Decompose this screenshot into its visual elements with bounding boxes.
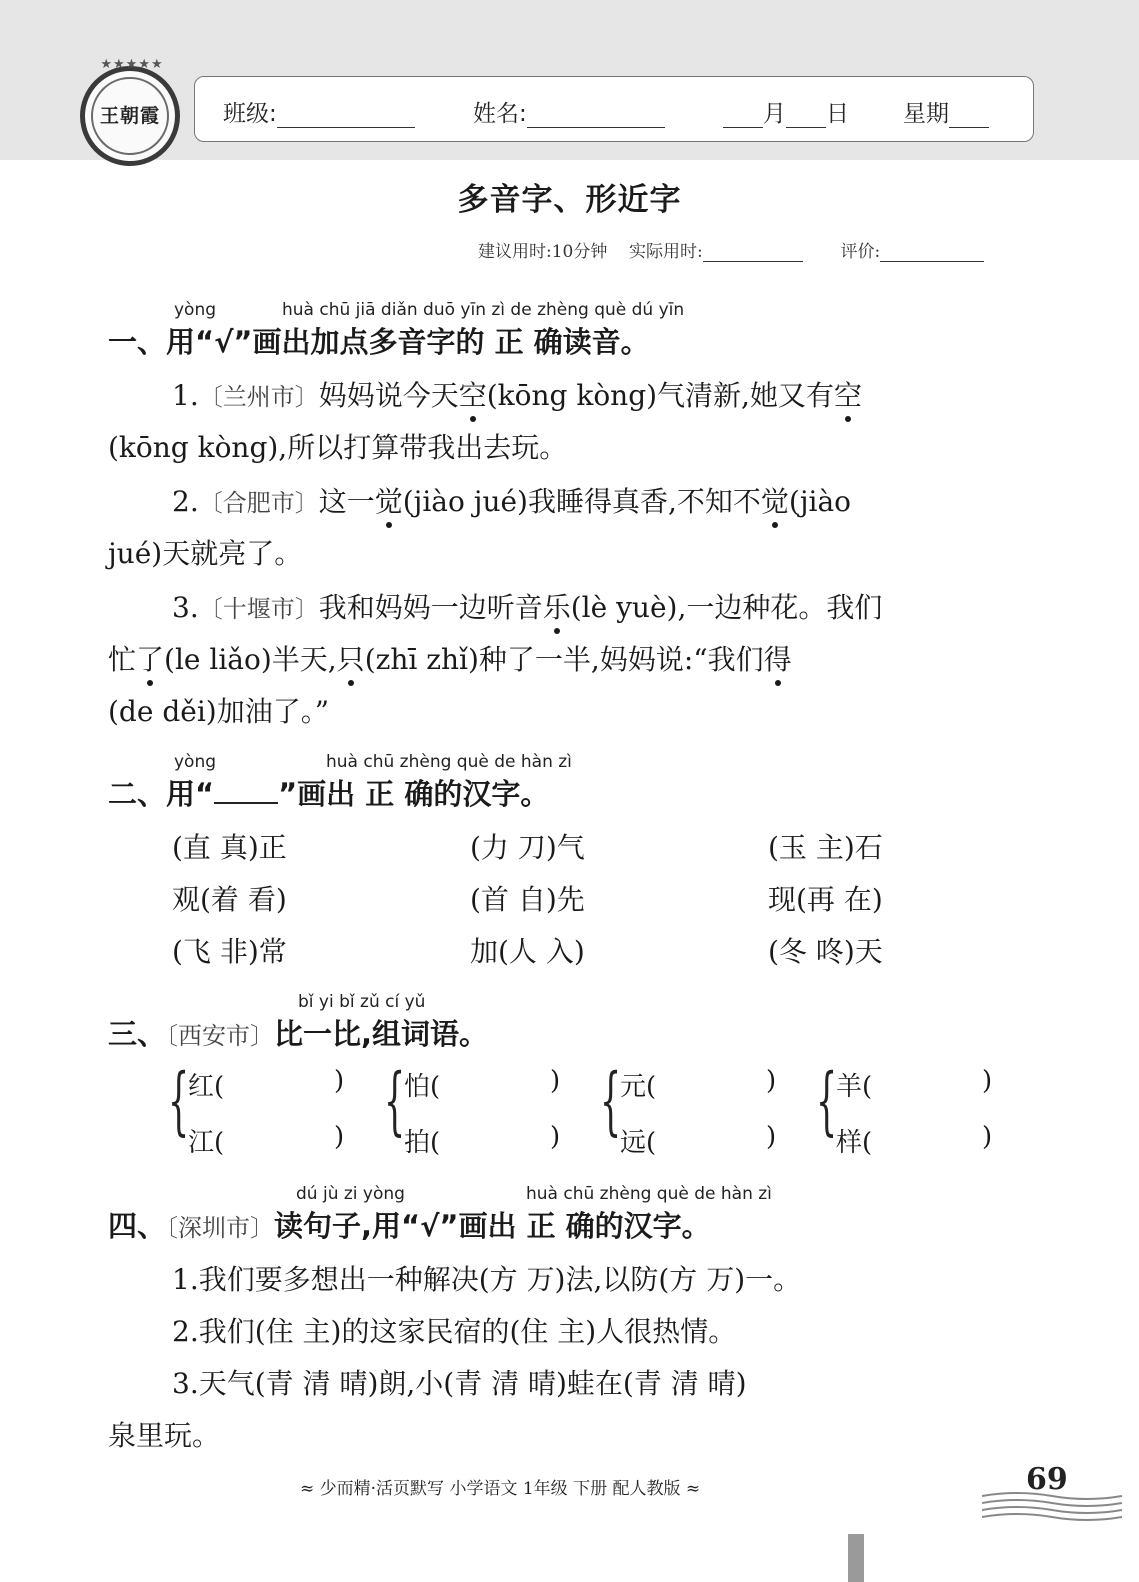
section1-pinyin-b: huà chū jiā diǎn duō yīn zì de zhèng què dú yīn: [282, 300, 685, 320]
s3-answer-blank[interactable]: [664, 1066, 760, 1102]
s1-q1-text: 妈妈说今天: [318, 379, 459, 412]
s4-q2[interactable]: 2.我们(住 主)的这家民宿的(住 主)人很热情。: [172, 1315, 737, 1348]
s2-item[interactable]: 现(再 在): [768, 883, 883, 916]
section3-pinyin: bǐ yi bǐ zǔ cí yǔ: [298, 992, 426, 1012]
s3-word: 样(: [836, 1128, 873, 1158]
wave-lines-icon: [982, 1490, 1122, 1524]
s3-word: 元(: [620, 1072, 657, 1102]
s2-item[interactable]: (冬 咚)天: [768, 935, 883, 968]
page-title: 多音字、形近字: [457, 182, 682, 218]
footer-text: ≈ 少而精·活页默写 小学语文 1年级 下册 配人教版 ≈: [300, 1479, 701, 1499]
s1-q3-options-2[interactable]: (le liǎo)半天,: [164, 643, 337, 676]
s1-q3-dotted-char-3: 只: [337, 638, 365, 678]
s3-word-close: ): [550, 1122, 561, 1152]
section1-pinyin-a: yòng: [174, 300, 217, 320]
evaluation-label: 评价:: [840, 242, 881, 262]
evaluation-blank[interactable]: [880, 243, 984, 262]
logo-stars-icon: ★★★★★: [100, 57, 164, 72]
day-label: 日: [826, 101, 849, 127]
section1-number: 一、: [108, 325, 167, 359]
day-blank[interactable]: [786, 101, 826, 128]
class-blank[interactable]: [277, 101, 415, 128]
section2-title-a: 用“: [166, 777, 215, 811]
s1-q2-options-1[interactable]: (jiào jué)我睡得真香,不知不: [402, 485, 761, 518]
s2-item[interactable]: 观(着 看): [172, 883, 287, 916]
s1-q2-line1: [172, 480, 851, 520]
s1-q3-options-3[interactable]: (zhī zhǐ)种了一半,妈妈说:“我们: [364, 643, 764, 676]
s2-item[interactable]: (飞 非)常: [172, 935, 287, 968]
s3-word-close: ): [766, 1122, 777, 1152]
s3-word-close: ): [982, 1122, 993, 1152]
name-label: 姓名:: [473, 101, 527, 127]
s2-item[interactable]: (玉 主)石: [768, 831, 883, 864]
class-field[interactable]: [223, 95, 415, 128]
section3-region: 〔西安市〕: [166, 1022, 275, 1050]
s2-item[interactable]: 加(人 入): [470, 935, 585, 968]
s2-item[interactable]: (首 自)先: [470, 883, 585, 916]
s1-q2-region: 〔合肥市〕: [198, 489, 319, 517]
s3-word: 羊(: [836, 1072, 873, 1102]
s3-answer-blank[interactable]: [880, 1066, 976, 1102]
s1-q1-region: 〔兰州市〕: [198, 383, 319, 411]
s1-q1-line2[interactable]: (kōng kòng),所以打算带我出去玩。: [108, 431, 568, 464]
s1-q3-line1: [172, 586, 882, 626]
brace-icon: {: [384, 1058, 406, 1144]
underline-sample: [214, 778, 278, 804]
s1-q3-number: 3.: [172, 591, 199, 624]
name-field[interactable]: [473, 95, 665, 128]
s1-q3-dotted-char-1: 乐: [543, 586, 571, 626]
s1-q3-line2: [108, 638, 792, 678]
s1-q2-dotted-char-2: 觉: [761, 480, 789, 520]
brace-icon: {: [168, 1058, 190, 1144]
section3-number: 三、: [108, 1017, 167, 1051]
student-info-box: [194, 76, 1034, 142]
section3-heading: [108, 1012, 488, 1053]
s3-word: 红(: [188, 1072, 225, 1102]
actual-time-label: 实际用时:: [628, 242, 703, 262]
s1-q1-options-1[interactable]: (kōng kòng)气清新,她又有: [486, 379, 834, 412]
s3-answer-blank[interactable]: [232, 1066, 328, 1102]
s3-answer-blank[interactable]: [448, 1066, 544, 1102]
s3-answer-blank[interactable]: [448, 1122, 544, 1158]
s3-word-close: ): [334, 1122, 345, 1152]
month-blank[interactable]: [723, 101, 763, 128]
s1-q3-text: 我和妈妈一边听音: [318, 591, 543, 624]
s1-q2-line2[interactable]: jué)天就亮了。: [108, 537, 303, 570]
brace-icon: {: [816, 1058, 838, 1144]
s4-q3[interactable]: 3.天气(青 清 晴)朗,小(青 清 晴)蛙在(青 清 晴): [172, 1367, 747, 1400]
section3-title: 比一比,组词语。: [274, 1017, 489, 1051]
s1-q2-number: 2.: [172, 485, 199, 518]
section4-heading: [108, 1204, 711, 1245]
s3-word-close: ): [550, 1066, 561, 1096]
section4-number: 四、: [108, 1209, 167, 1243]
month-label: 月: [763, 101, 786, 127]
s1-q1-number: 1.: [172, 379, 199, 412]
s3-word: 拍(: [404, 1128, 441, 1158]
s3-answer-blank[interactable]: [880, 1122, 976, 1158]
section2-pinyin-a: yòng: [174, 752, 217, 772]
timing-line: [478, 237, 984, 262]
s3-word-close: ): [982, 1066, 993, 1096]
name-blank[interactable]: [527, 101, 665, 128]
section4-pinyin-b: huà chū zhèng què de hàn zì: [526, 1184, 772, 1204]
section1-title: 用“√”画出加点多音字的 正 确读音。: [166, 325, 650, 359]
weekday-blank[interactable]: [949, 101, 989, 128]
s1-q2-text: 这一: [318, 485, 375, 518]
suggested-time: 建议用时:10分钟: [478, 242, 608, 262]
s1-q3-options-1[interactable]: (lè yuè),一边种花。我们: [570, 591, 883, 624]
s1-q3-dotted-char-2: 了: [136, 638, 164, 678]
weekday-label: 星期: [903, 101, 949, 127]
weekday-field[interactable]: [903, 95, 989, 128]
section4-title: 读句子,用“√”画出 正 确的汉字。: [274, 1209, 711, 1243]
s1-q2-options-2a[interactable]: (jiào: [788, 485, 852, 518]
s1-q3-text-2: 忙: [108, 643, 137, 676]
page-edge-tab: [848, 1534, 864, 1582]
s1-q1-dotted-char-1: 空: [459, 374, 487, 414]
s1-q3-region: 〔十堰市〕: [198, 595, 319, 623]
s1-q3-dotted-char-4: 得: [764, 638, 792, 678]
s3-answer-blank[interactable]: [232, 1122, 328, 1158]
s3-word-close: ): [766, 1066, 777, 1096]
s3-word-close: ): [334, 1066, 345, 1096]
publisher-logo: [80, 57, 180, 166]
section4-region: 〔深圳市〕: [166, 1214, 275, 1242]
s3-word: 远(: [620, 1128, 657, 1158]
actual-time-blank[interactable]: [703, 243, 803, 262]
page-number: 69: [1026, 1462, 1068, 1497]
s3-answer-blank[interactable]: [664, 1122, 760, 1158]
date-field[interactable]: [723, 95, 849, 128]
brace-icon: {: [600, 1058, 622, 1144]
s4-q3-line2: 泉里玩。: [108, 1419, 221, 1452]
s2-item[interactable]: (力 刀)气: [470, 831, 585, 864]
section1-heading: [108, 320, 650, 361]
logo-text: 王朝霞: [99, 105, 160, 127]
section2-pinyin-b: huà chū zhèng què de hàn zì: [326, 752, 572, 772]
s1-q3-line3[interactable]: (de děi)加油了。”: [108, 695, 330, 728]
section4-pinyin-a: dú jù zi yòng: [296, 1184, 405, 1204]
s3-word: 江(: [188, 1128, 225, 1158]
section2-number: 二、: [108, 777, 167, 811]
section2-title-b: ”画出 正 确的汉字。: [278, 777, 550, 811]
s2-item[interactable]: (直 真)正: [172, 831, 287, 864]
s1-q1-dotted-char-2: 空: [834, 374, 862, 414]
section2-heading: [108, 772, 549, 813]
s3-word: 怕(: [404, 1072, 441, 1102]
class-label: 班级:: [223, 101, 277, 127]
s1-q2-dotted-char-1: 觉: [375, 480, 403, 520]
s1-q1-line1: [172, 374, 862, 414]
s4-q1[interactable]: 1.我们要多想出一种解决(方 万)法,以防(方 万)一。: [172, 1263, 802, 1296]
